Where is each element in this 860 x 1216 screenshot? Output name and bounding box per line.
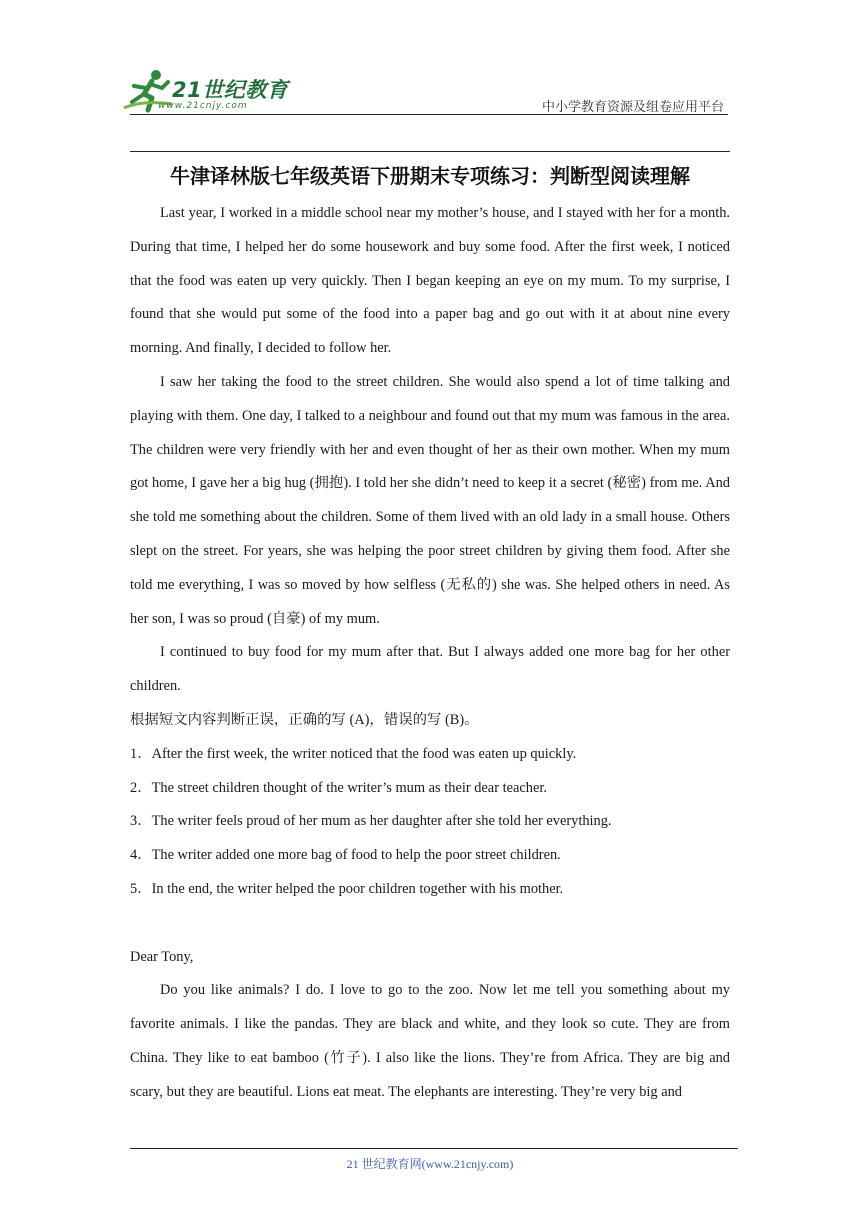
passage1-paragraph-2: I saw her taking the food to the street children. She would also spend a lot of time talking and playing with them. One day, I talked to a neighbour and found out that my mum was famous in the area. The children were very friendly with her and even thought of her as their own mother. When my mum got home, I gave her a big hug (拥抱). I told her she didn’t need to keep it a secret (秘密) from me. And she told me something about the children. Some of them lived with an old lady in a small house. Others slept on the street. For years, she was helping the poor street children by giving them food. After she told me everything, I was so moved by how selfless (无私的) she was. She helped others in need. As her son, I was so proud (自豪) of my mum. [130,373,730,627]
instruction-text: 根据短文内容判断正误，正确的写 (A)，错误的写 (B)。 [130,711,479,728]
footer-text[interactable]: 21 世纪教育网(www.21cnjy.com) [346,1157,514,1171]
question-2: 2．The street children thought of the writer’s mum as their dear teacher. [130,779,547,796]
question-3: 3．The writer feels proud of her mum as her daughter after she told her everything. [130,813,612,830]
logo-text: 21世纪教育 [172,78,289,102]
passage2-paragraph-1: Do you like animals? I do. I love to go to the zoo. Now let me tell you something about my favorite animals. I like the pandas. They are black and white, and they look so cute. They are from China. They like to eat bamboo (竹子). I also like the lions. They’re from Africa. They are big and scary, but they are beautiful. Lions eat meat. The elephants are interesting. They’re very big and [130,982,730,1100]
document-body [130,197,730,1110]
page-title: 牛津译林版七年级英语下册期末专项练习：判断型阅读理解 [170,164,690,188]
letter-greeting: Dear Tony, [130,948,194,965]
passage1-paragraph-1: Last year, I worked in a middle school near my mother’s house, and I stayed with her for a month. During that time, I helped her do some housework and buy some food. After the first week, I noticed that the food was eaten up very quickly. Then I began keeping an eye on my mum. To my surprise, I found that she would put some of the food into a paper bag and go out with it at about nine every morning. And finally, I decided to follow her. [130,205,730,357]
site-logo[interactable] [122,68,292,114]
page-header [0,0,860,130]
passage1-paragraph-3: I continued to buy food for my mum after that. But I always added one more bag for her other children. [130,644,730,695]
question-4: 4．The writer added one more bag of food to help the poor street children. [130,847,561,864]
header-platform-text: 中小学教育资源及组卷应用平台 [541,99,724,114]
header-divider [130,114,728,115]
title-divider [130,151,730,152]
question-1: 1．After the first week, the writer noticed that the food was eaten up quickly. [130,745,577,762]
logo-url: www.21cnjy.com [158,101,248,111]
question-5: 5．In the end, the writer helped the poor children together with his mother. [130,880,564,897]
section-spacer [130,907,730,941]
footer-divider [130,1148,738,1149]
